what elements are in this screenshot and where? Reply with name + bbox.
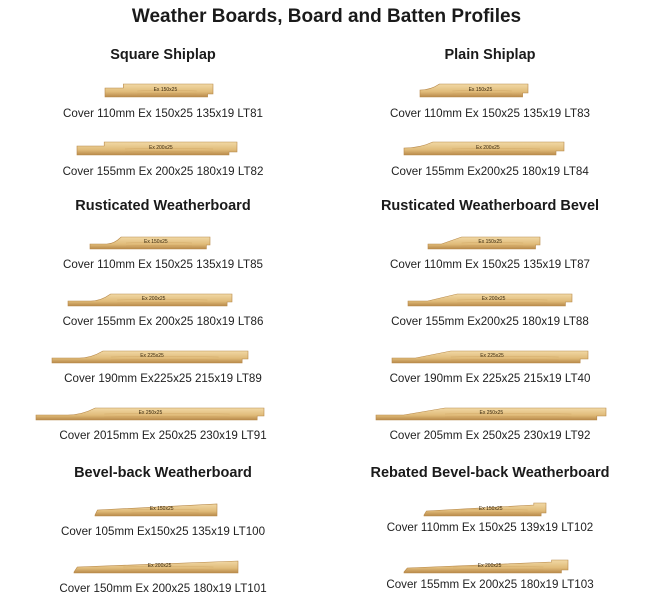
board-image (105, 82, 213, 98)
board-image (90, 234, 210, 250)
board-caption: Cover 150mm Ex 200x25 180x19 LT101 (59, 582, 267, 595)
board-profile-svg (95, 501, 217, 517)
board-profile-svg (404, 140, 564, 156)
board-size-label: Ex 150x25 (478, 506, 503, 512)
board-profile-svg (424, 501, 546, 517)
board-profile-svg (90, 234, 210, 250)
board-profile-svg (77, 140, 237, 156)
board-image (420, 82, 528, 98)
section-title: Square Shiplap (110, 47, 216, 63)
board-profile-svg (105, 82, 213, 98)
board-profile-svg (68, 291, 232, 307)
board-size-label: Ex 250x25 (479, 410, 504, 416)
board-profile-svg (428, 234, 540, 250)
board-image (392, 348, 588, 364)
board-caption: Cover 205mm Ex 250x25 230x19 LT92 (389, 429, 591, 442)
board-caption: Cover 110mm Ex 150x25 135x19 LT85 (63, 258, 263, 271)
board-profile-svg (36, 405, 264, 421)
board-caption: Cover 155mm Ex200x25 180x19 LT84 (391, 165, 589, 178)
board-profile-svg (74, 558, 238, 574)
board-size-label: Ex 200x25 (477, 563, 502, 569)
board-size-label: Ex 200x25 (149, 145, 173, 151)
board-caption: Cover 190mm Ex225x25 215x19 LT89 (64, 372, 262, 385)
board-size-label: Ex 150x25 (468, 87, 493, 93)
board-size-label: Ex 225x25 (140, 353, 164, 359)
board-image (95, 501, 217, 517)
board-caption: Cover 110mm Ex 150x25 135x19 LT83 (390, 107, 590, 120)
board-image (74, 558, 238, 574)
board-size-label: Ex 200x25 (481, 296, 506, 302)
board-image (68, 291, 232, 307)
board-image (408, 291, 572, 307)
page-title: Weather Boards, Board and Batten Profiles (131, 6, 522, 27)
board-profile-svg (420, 82, 528, 98)
board-caption: Cover 155mm Ex200x25 180x19 LT88 (391, 315, 589, 328)
section-title: Rebated Bevel-back Weatherboard (370, 465, 610, 481)
board-profile-svg (376, 405, 606, 421)
board-image (404, 140, 564, 156)
board-size-label: Ex 225x25 (480, 353, 504, 359)
board-size-label: Ex 200x25 (476, 145, 500, 151)
board-image (428, 234, 540, 250)
section-title: Rusticated Weatherboard (75, 198, 251, 214)
board-caption: Cover 105mm Ex150x25 135x19 LT100 (60, 525, 266, 538)
board-profile-svg (392, 348, 588, 364)
board-caption: Cover 155mm Ex 200x25 180x19 LT82 (62, 165, 264, 178)
board-size-label: Ex 150x25 (144, 239, 168, 245)
board-size-label: Ex 150x25 (478, 239, 503, 245)
board-profile-svg (408, 291, 572, 307)
board-caption: Cover 155mm Ex 200x25 180x19 LT86 (62, 315, 264, 328)
board-image (376, 405, 606, 421)
board-profile-svg (52, 348, 248, 364)
section-title: Plain Shiplap (444, 47, 536, 63)
board-size-label: Ex 150x25 (153, 87, 178, 93)
board-size-label: Ex 150x25 (149, 506, 174, 512)
section-title: Rusticated Weatherboard Bevel (380, 198, 600, 214)
board-image (77, 140, 237, 156)
board-caption: Cover 190mm Ex 225x25 215x19 LT40 (389, 372, 591, 385)
board-profile-svg (404, 558, 568, 574)
board-size-label: Ex 200x25 (147, 563, 172, 569)
board-image (404, 558, 568, 574)
board-caption: Cover 110mm Ex 150x25 135x19 LT87 (390, 258, 590, 271)
board-caption: Cover 2015mm Ex 250x25 230x19 LT91 (59, 429, 267, 442)
board-size-label: Ex 200x25 (141, 296, 166, 302)
board-caption: Cover 110mm Ex 150x25 139x19 LT102 (386, 521, 594, 534)
board-image (36, 405, 264, 421)
section-title: Bevel-back Weatherboard (74, 465, 252, 481)
board-caption: Cover 155mm Ex 200x25 180x19 LT103 (386, 578, 594, 591)
board-size-label: Ex 250x25 (138, 410, 163, 416)
board-image (52, 348, 248, 364)
board-caption: Cover 110mm Ex 150x25 135x19 LT81 (63, 107, 263, 120)
board-image (424, 501, 546, 517)
